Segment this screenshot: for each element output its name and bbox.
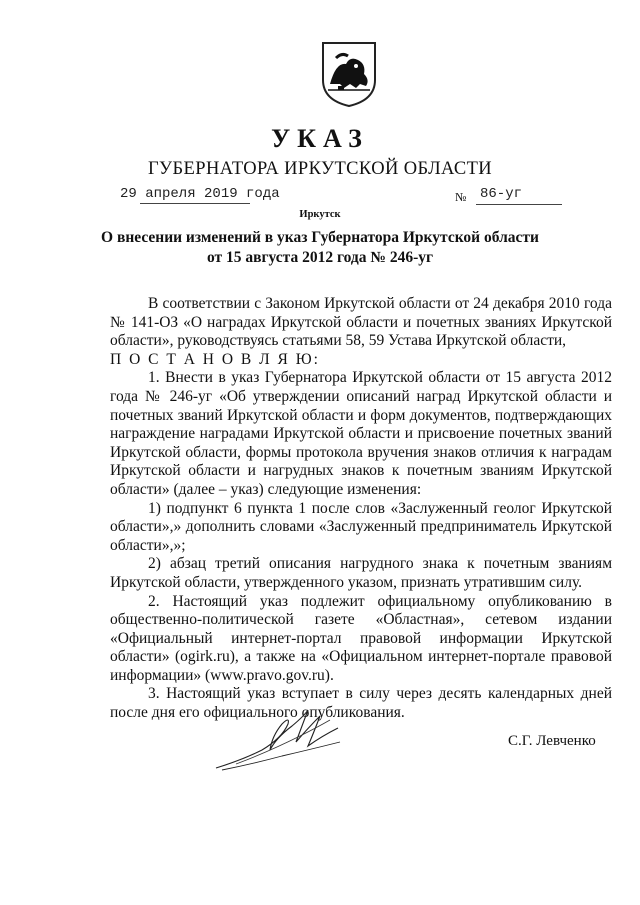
- intro-paragraph: В соответствии с Законом Иркутской области от 24 декабря 2010 года № 141-ОЗ «О наградах Иркутской области и почетных званиях Иркутской области», руководствуясь статьями 58, 59 Устава Иркутской области,: [110, 295, 612, 350]
- decree-number: 86-уг: [480, 186, 523, 202]
- decree-body: [110, 295, 612, 723]
- decree-heading-line-1: О внесении изменений в указ Губернатора Иркутской области: [101, 229, 539, 246]
- item-1-paragraph: 1. Внести в указ Губернатора Иркутской области от 15 августа 2012 года № 246-уг «Об утверждении описаний наград Иркутской области и почетных званий Иркутской области и форм документов, подтверждающих награждение наградами Иркутской области и присвоение почетных званий Иркутской области, формы протокола вручения знаков отличия к наградам Иркутской области и нагрудных знаков к почетным званиям Иркутской области» (далее – указ) следующие изменения:: [110, 369, 612, 498]
- decree-date: 29 апреля 2019 года: [120, 186, 280, 202]
- item-2-paragraph: 2. Настоящий указ подлежит официальному опубликованию в общественно-политической газете «Областная», сетевом издании «Официальный интернет-портал правовой информации Иркутской области» (ogirk.ru), а также на «Официальном интернет-портале правовой информации» (www.pravo.gov.ru).: [110, 592, 612, 684]
- item-1-sub-1-paragraph: 1) подпункт 6 пункта 1 после слов «Заслуженный геолог Иркутской области»,» дополнить словами «Заслуженный предприниматель Иркутской области»,»;: [110, 499, 612, 554]
- number-underline: [476, 204, 562, 205]
- decree-word: П О С Т А Н О В Л Я Ю:: [110, 350, 320, 368]
- number-sign: №: [455, 190, 467, 204]
- handwritten-signature: [212, 702, 344, 774]
- signer-name: С.Г. Левченко: [508, 733, 596, 749]
- document-subtitle: ГУБЕРНАТОРА ИРКУТСКОЙ ОБЛАСТИ: [147, 159, 493, 179]
- coat-of-arms-emblem: [320, 40, 378, 108]
- item-1-sub-2-paragraph: 2) абзац третий описания нагрудного знака к почетным званиям Иркутской области, утвержденного указом, признать утратившим силу.: [110, 555, 612, 591]
- item-3-paragraph: 3. Настоящий указ вступает в силу через десять календарных дней после дня его официального опубликования.: [110, 685, 612, 722]
- date-underline: [140, 203, 250, 204]
- document-title: УКАЗ: [271, 124, 369, 153]
- decree-heading-line-2: от 15 августа 2012 года № 246-уг: [206, 249, 434, 266]
- city-label: Иркутск: [299, 209, 341, 220]
